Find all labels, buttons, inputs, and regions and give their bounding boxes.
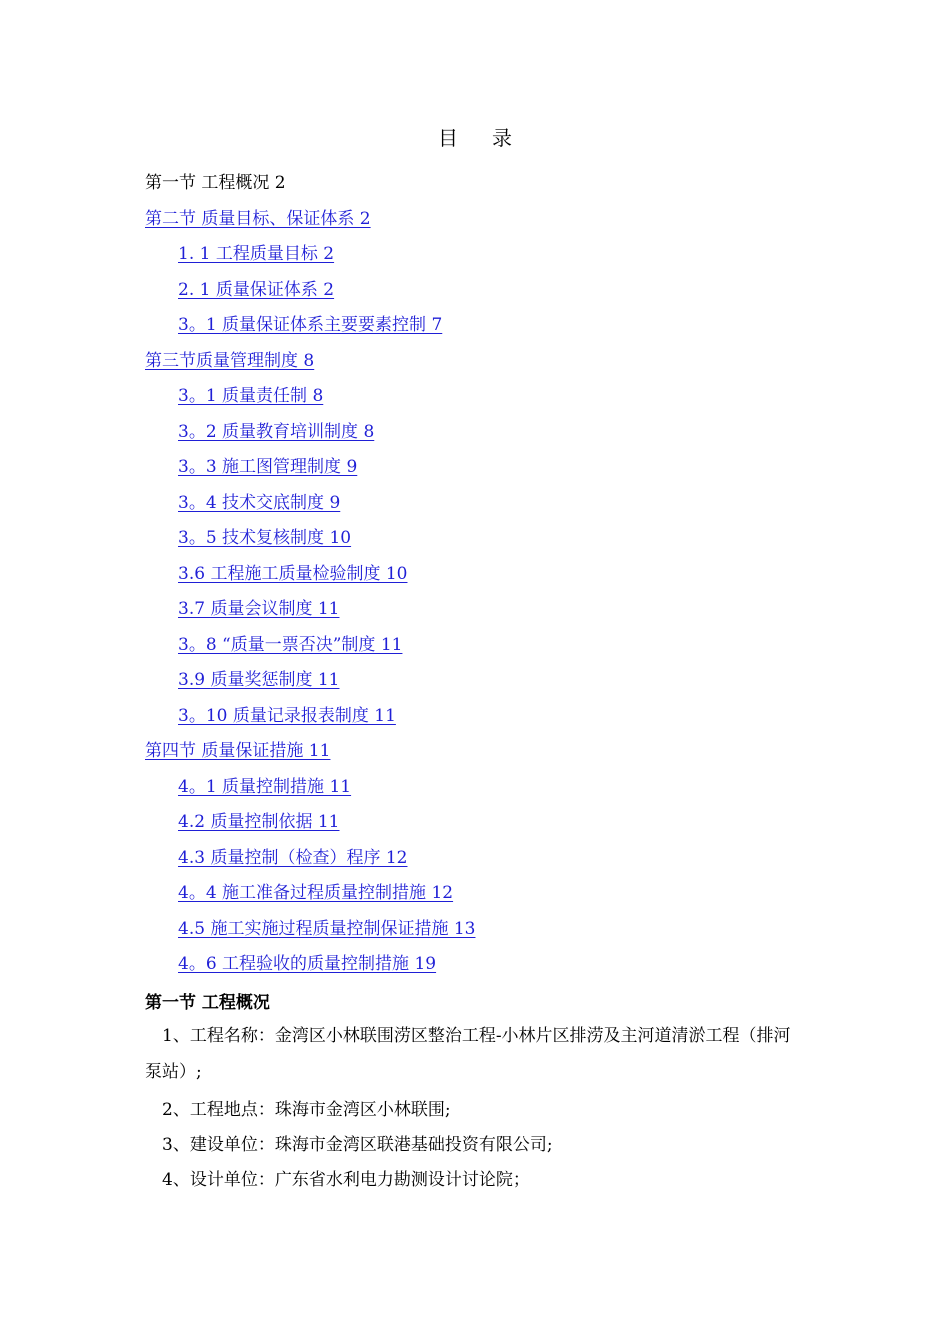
table-of-contents xyxy=(145,170,845,987)
toc-entry[interactable] xyxy=(145,312,845,348)
toc-link[interactable]: 3。8 “质量一票否决”制度 11 xyxy=(178,634,403,655)
toc-link[interactable]: 3.9 质量奖惩制度 11 xyxy=(178,670,340,690)
toc-entry[interactable] xyxy=(145,277,845,313)
toc-text: 第一节 工程概况 2 xyxy=(145,173,286,193)
paragraph-design-unit: 4、设计单位：广东省水利电力勘测设计讨论院； xyxy=(162,1170,530,1190)
toc-entry[interactable] xyxy=(145,419,845,455)
toc-entry[interactable] xyxy=(145,703,845,739)
paragraph-project-name: 1、工程名称：金湾区小林联围涝区整治工程-小林片区排涝及主河道清淤工程（排河泵站）; xyxy=(145,1026,791,1082)
toc-entry[interactable] xyxy=(145,490,845,526)
toc-entry xyxy=(145,170,845,206)
toc-entry[interactable] xyxy=(145,561,845,597)
toc-entry[interactable] xyxy=(145,667,845,703)
paragraph-project-location: 2、工程地点：珠海市金湾区小林联围; xyxy=(162,1100,451,1120)
toc-entry[interactable] xyxy=(145,383,845,419)
toc-entry[interactable] xyxy=(145,348,845,384)
toc-entry[interactable] xyxy=(145,738,845,774)
toc-title-right: 录 xyxy=(492,126,512,150)
toc-link[interactable]: 1. 1 工程质量目标 2 xyxy=(178,244,335,264)
toc-link[interactable]: 3。3 施工图管理制度 9 xyxy=(178,457,358,477)
toc-entry[interactable] xyxy=(145,809,845,845)
toc-title xyxy=(0,122,950,151)
toc-entry[interactable] xyxy=(145,774,845,810)
toc-link[interactable]: 3。4 技术交底制度 9 xyxy=(178,492,341,513)
toc-entry[interactable] xyxy=(145,951,845,987)
toc-link[interactable]: 3。2 质量教育培训制度 8 xyxy=(178,421,375,442)
toc-link[interactable]: 3。1 质量保证体系主要要素控制 7 xyxy=(178,315,443,335)
toc-link[interactable]: 3.7 质量会议制度 11 xyxy=(178,599,340,619)
toc-link[interactable]: 第二节 质量目标、保证体系 2 xyxy=(145,208,371,229)
toc-link[interactable]: 3。10 质量记录报表制度 11 xyxy=(178,705,396,726)
toc-link[interactable]: 4。4 施工准备过程质量控制措施 12 xyxy=(178,883,454,903)
toc-link[interactable]: 4。6 工程验收的质量控制措施 19 xyxy=(178,954,437,974)
toc-title-left: 目 xyxy=(438,126,458,150)
toc-entry[interactable] xyxy=(145,596,845,632)
toc-link[interactable]: 第三节质量管理制度 8 xyxy=(145,350,315,371)
toc-link[interactable]: 3。1 质量责任制 8 xyxy=(178,386,324,406)
toc-entry[interactable] xyxy=(145,206,845,242)
toc-entry[interactable] xyxy=(145,916,845,952)
toc-link[interactable]: 第四节 质量保证措施 11 xyxy=(145,741,331,761)
section-heading: 第一节 工程概况 xyxy=(145,993,270,1013)
toc-link[interactable]: 4.2 质量控制依据 11 xyxy=(178,812,340,832)
toc-entry[interactable] xyxy=(145,241,845,277)
toc-link[interactable]: 4。1 质量控制措施 11 xyxy=(178,776,352,797)
toc-link[interactable]: 4.3 质量控制（检查）程序 12 xyxy=(178,847,408,868)
toc-entry[interactable] xyxy=(145,525,845,561)
paragraph-construction-unit: 3、建设单位：珠海市金湾区联港基础投资有限公司; xyxy=(162,1135,553,1155)
toc-link[interactable]: 4.5 施工实施过程质量控制保证措施 13 xyxy=(178,918,476,939)
toc-entry[interactable] xyxy=(145,454,845,490)
toc-link[interactable]: 3。5 技术复核制度 10 xyxy=(178,528,352,548)
toc-link[interactable]: 3.6 工程施工质量检验制度 10 xyxy=(178,563,408,584)
toc-entry[interactable] xyxy=(145,845,845,881)
toc-link[interactable]: 2. 1 质量保证体系 2 xyxy=(178,279,335,300)
toc-entry[interactable] xyxy=(145,880,845,916)
toc-entry[interactable] xyxy=(145,632,845,668)
